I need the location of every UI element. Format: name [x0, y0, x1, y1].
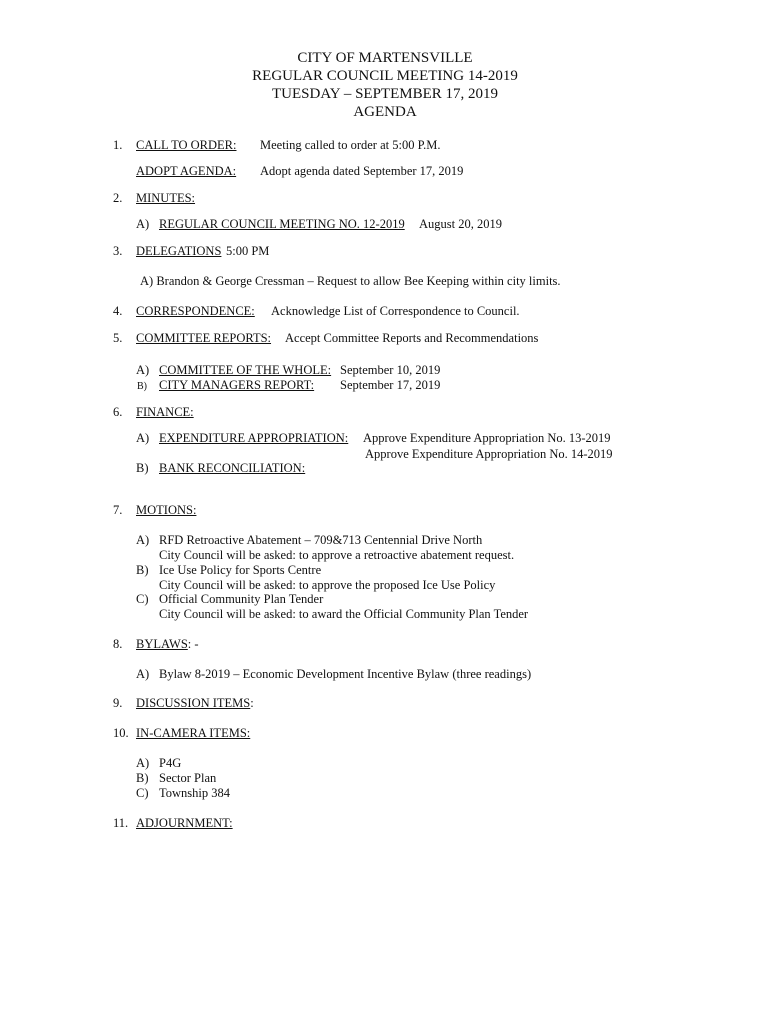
motion-title: RFD Retroactive Abatement – 709&713 Centennial Drive North — [159, 533, 483, 547]
item-text: Acknowledge List of Correspondence to Council. — [271, 304, 520, 318]
sub-heading: CITY MANAGERS REPORT: — [159, 378, 315, 392]
item-heading-bylaws: BYLAWS — [136, 637, 188, 651]
motion-description: City Council will be asked: to approve a retroactive abatement request. — [159, 548, 515, 562]
heading-suffix: : — [250, 696, 254, 710]
sub-letter: C) — [136, 592, 149, 606]
sub-letter: A) — [136, 533, 150, 547]
sub-date: August 20, 2019 — [419, 217, 502, 231]
item-time: 5:00 PM — [226, 244, 270, 258]
sub-text: Sector Plan — [159, 771, 217, 785]
item-heading-finance: FINANCE: — [136, 405, 194, 419]
header-date: TUESDAY – SEPTEMBER 17, 2019 — [272, 86, 498, 102]
item-heading-committee-reports: COMMITTEE REPORTS: — [136, 331, 272, 345]
sub-letter: B) — [136, 461, 149, 475]
sub-letter: B) — [137, 381, 147, 392]
heading-suffix: : - — [187, 637, 199, 651]
sub-letter: A) — [136, 431, 150, 445]
item-number: 7. — [113, 503, 123, 517]
item-number: 2. — [113, 191, 123, 205]
motion-description: City Council will be asked: to approve the proposed Ice Use Policy — [159, 578, 496, 592]
sub-letter: C) — [136, 786, 149, 800]
sub-text: P4G — [159, 756, 182, 770]
sub-heading: COMMITTEE OF THE WHOLE: — [159, 363, 332, 377]
sub-letter: B) — [136, 563, 149, 577]
item-heading-in-camera: IN-CAMERA ITEMS: — [136, 726, 251, 740]
sub-text: Bylaw 8-2019 – Economic Development Incentive Bylaw (three readings) — [159, 667, 532, 681]
sub-text: Approve Expenditure Appropriation No. 14-2019 — [365, 447, 613, 461]
item-heading-adjournment: ADJOURNMENT: — [136, 816, 233, 830]
item-heading-call-to-order: CALL TO ORDER: — [136, 138, 237, 152]
item-heading-bylaws-line — [136, 637, 199, 652]
sub-letter: A) — [136, 217, 150, 231]
motion-title: Official Community Plan Tender — [159, 592, 324, 606]
motion-title: Ice Use Policy for Sports Centre — [159, 563, 322, 577]
header-meeting: REGULAR COUNCIL MEETING 14-2019 — [252, 68, 518, 84]
item-number: 4. — [113, 304, 123, 318]
item-number: 11. — [113, 816, 129, 830]
sub-item-text: A) Brandon & George Cressman – Request to allow Bee Keeping within city limits. — [140, 274, 561, 288]
item-number: 10. — [113, 726, 129, 740]
item-number: 3. — [113, 244, 123, 258]
item-heading-minutes: MINUTES: — [136, 191, 196, 205]
item-text: Adopt agenda dated September 17, 2019 — [260, 164, 464, 178]
item-heading-discussion-line — [136, 696, 254, 711]
item-heading-adopt-agenda: ADOPT AGENDA: — [136, 164, 237, 178]
sub-heading: BANK RECONCILIATION: — [159, 461, 306, 475]
item-number: 8. — [113, 637, 123, 651]
item-heading-discussion: DISCUSSION ITEMS — [136, 696, 251, 710]
item-number: 1. — [113, 138, 123, 152]
item-heading-motions: MOTIONS: — [136, 503, 197, 517]
sub-text: Approve Expenditure Appropriation No. 13-2019 — [363, 431, 611, 445]
sub-text: Township 384 — [159, 786, 231, 800]
item-number: 9. — [113, 696, 123, 710]
sub-letter: A) — [136, 756, 150, 770]
item-number: 6. — [113, 405, 123, 419]
sub-heading: REGULAR COUNCIL MEETING NO. 12-2019 — [159, 217, 405, 231]
sub-letter: A) — [136, 667, 150, 681]
item-heading-delegations: DELEGATIONS — [136, 244, 222, 258]
sub-date: September 17, 2019 — [340, 378, 441, 392]
item-heading-correspondence: CORRESPONDENCE: — [136, 304, 255, 318]
sub-date: September 10, 2019 — [340, 363, 441, 377]
motion-description: City Council will be asked: to award the Official Community Plan Tender — [159, 607, 529, 621]
sub-letter: A) — [136, 363, 150, 377]
header-city: CITY OF MARTENSVILLE — [297, 50, 473, 66]
sub-letter: B) — [136, 771, 149, 785]
item-number: 5. — [113, 331, 123, 345]
item-text: Accept Committee Reports and Recommendations — [285, 331, 539, 345]
sub-heading: EXPENDITURE APPROPRIATION: — [159, 431, 349, 445]
item-text: Meeting called to order at 5:00 P.M. — [260, 138, 441, 152]
header-agenda: AGENDA — [353, 104, 417, 120]
